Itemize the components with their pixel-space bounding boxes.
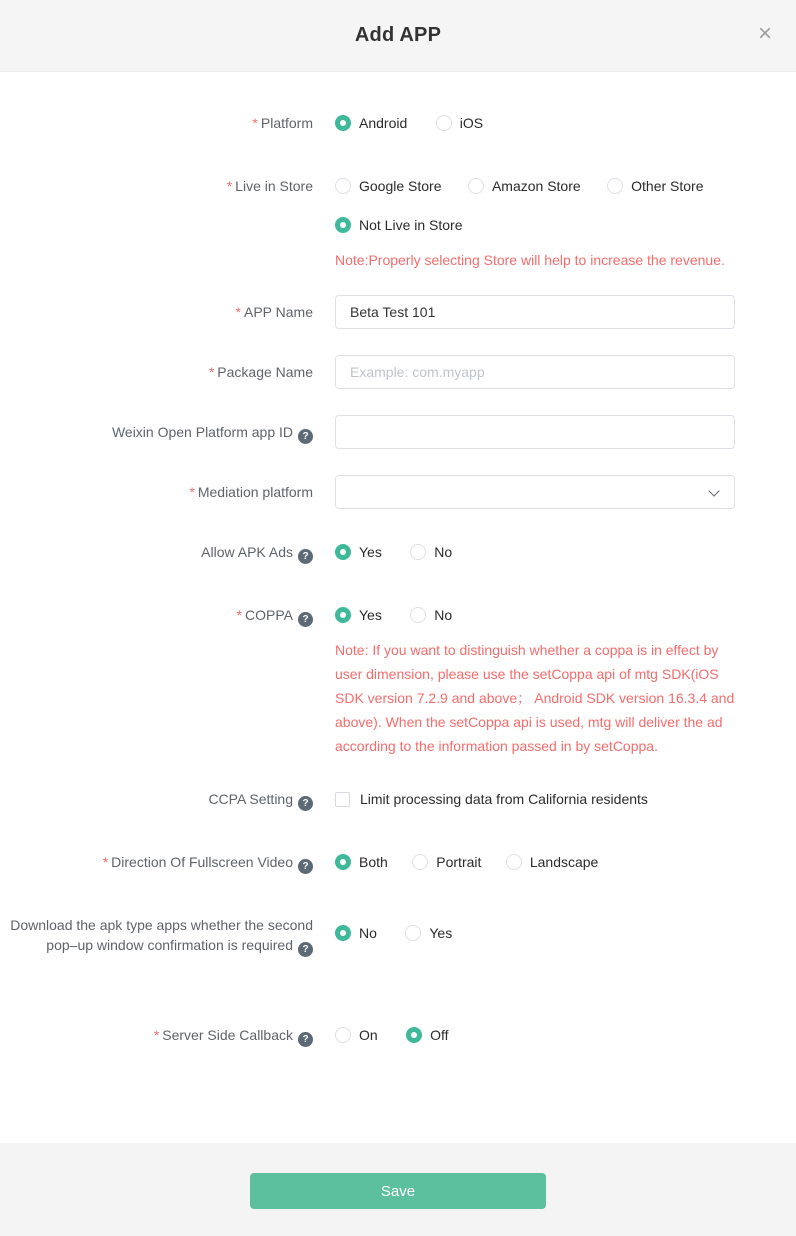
close-icon[interactable]: × [757, 20, 772, 47]
radio-amazon-store[interactable]: Amazon Store [468, 176, 581, 196]
modal-footer [0, 1143, 796, 1236]
form-row-app-name [0, 295, 796, 329]
required-marker: * [102, 853, 109, 870]
field-label-coppa: * COPPA ? [0, 605, 313, 627]
form-row-server-side-callback [0, 1025, 796, 1048]
radio-apk-confirm-no[interactable]: No [335, 923, 377, 943]
help-icon[interactable]: ? [298, 859, 313, 874]
radio-ios[interactable]: iOS [436, 113, 483, 133]
store-options-line2 [335, 215, 735, 238]
field-label-platform: * Platform [252, 115, 313, 131]
radio-checked-icon [335, 925, 351, 941]
required-marker: * [235, 304, 241, 320]
radio-checked-icon [335, 544, 351, 560]
radio-checked-icon [335, 607, 351, 623]
form-row-package-name [0, 355, 796, 389]
store-note: Note:Properly selecting Store will help to increase the revenue. [335, 252, 725, 268]
mediation-platform-select[interactable] [335, 475, 735, 509]
help-icon[interactable]: ? [298, 796, 313, 811]
help-icon[interactable]: ? [298, 942, 313, 957]
form-row-ccpa-setting [0, 789, 796, 812]
field-label-apk-confirmation: Download the apk type apps whether the second pop–up window confirmation is required ? [10, 916, 313, 955]
form-row-coppa [0, 605, 796, 758]
field-label-ccpa-setting: CCPA Setting ? [0, 789, 313, 811]
field-label-weixin-app-id: Weixin Open Platform app ID ? [0, 415, 313, 444]
field-label-allow-apk-ads: Allow APK Ads ? [0, 542, 313, 564]
radio-coppa-yes[interactable]: Yes [335, 605, 382, 625]
help-icon[interactable]: ? [298, 612, 313, 627]
radio-unchecked-icon [335, 1027, 351, 1043]
coppa-note: Note: If you want to distinguish whether a coppa is in effect by user dimension, please use the setCoppa api of mtg SDK(iOS SDK version 7.2.9 and above； Android SDK version 16.3.4 and above). When the setCoppa api is used, mtg will deliver the ad according to the information passed in by setCoppa. [335, 642, 735, 754]
field-label-mediation-platform: * Mediation platform [189, 484, 313, 500]
radio-other-store[interactable]: Other Store [607, 176, 703, 196]
form-row-allow-apk-ads [0, 542, 796, 565]
required-marker: * [189, 484, 195, 500]
help-icon[interactable]: ? [298, 549, 313, 564]
form-row-weixin-app-id [0, 415, 796, 449]
radio-not-live-in-store[interactable]: Not Live in Store [335, 215, 463, 235]
radio-unchecked-icon [405, 925, 421, 941]
radio-checked-icon [335, 854, 351, 870]
form-body [0, 72, 796, 1143]
save-button[interactable]: Save [250, 1173, 546, 1209]
app-name-input[interactable] [335, 295, 735, 329]
modal-title: Add APP [354, 24, 442, 46]
radio-server-callback-off[interactable]: Off [406, 1025, 448, 1045]
radio-unchecked-icon [436, 115, 452, 131]
field-label-package-name: * Package Name [208, 364, 313, 380]
radio-direction-both[interactable]: Both [335, 852, 388, 872]
field-label-app-name: * APP Name [235, 304, 313, 320]
coppa-options [335, 605, 735, 628]
store-options-line1 [335, 176, 735, 199]
field-label-server-side-callback: * Server Side Callback ? [0, 1025, 313, 1047]
required-marker: * [153, 1026, 160, 1043]
form-row-direction-fullscreen-video [0, 852, 796, 875]
radio-unchecked-icon [412, 854, 428, 870]
radio-allow-apk-yes[interactable]: Yes [335, 542, 382, 562]
radio-android[interactable]: Android [335, 113, 407, 133]
radio-allow-apk-no[interactable]: No [410, 542, 452, 562]
required-marker: * [236, 607, 243, 623]
modal-header [0, 0, 796, 72]
radio-checked-icon [335, 115, 351, 131]
radio-unchecked-icon [506, 854, 522, 870]
weixin-app-id-input[interactable] [335, 415, 735, 449]
radio-unchecked-icon [468, 178, 484, 194]
radio-apk-confirm-yes[interactable]: Yes [405, 923, 452, 943]
form-row-live-in-store [0, 176, 796, 272]
radio-unchecked-icon [410, 544, 426, 560]
help-icon[interactable]: ? [298, 429, 313, 444]
checkbox-unchecked-icon [335, 792, 350, 807]
required-marker: * [252, 115, 258, 131]
required-marker: * [208, 364, 215, 380]
form-row-mediation-platform [0, 475, 796, 509]
radio-unchecked-icon [410, 607, 426, 623]
field-label-live-in-store: * Live in Store [226, 178, 313, 194]
chevron-down-icon [708, 485, 719, 496]
help-icon[interactable]: ? [298, 1032, 313, 1047]
radio-direction-portrait[interactable]: Portrait [412, 852, 481, 872]
radio-unchecked-icon [335, 178, 351, 194]
package-name-input[interactable] [335, 355, 735, 389]
radio-checked-icon [335, 217, 351, 233]
field-label-direction: * Direction Of Fullscreen Video ? [0, 852, 313, 874]
radio-checked-icon [406, 1027, 422, 1043]
radio-coppa-no[interactable]: No [410, 605, 452, 625]
form-row-platform [0, 113, 796, 136]
radio-google-store[interactable]: Google Store [335, 176, 442, 196]
radio-unchecked-icon [607, 178, 623, 194]
ccpa-checkbox[interactable]: Limit processing data from California residents [335, 789, 648, 809]
form-row-apk-confirmation [0, 915, 796, 957]
radio-server-callback-on[interactable]: On [335, 1025, 378, 1045]
radio-direction-landscape[interactable]: Landscape [506, 852, 599, 872]
required-marker: * [226, 178, 233, 194]
